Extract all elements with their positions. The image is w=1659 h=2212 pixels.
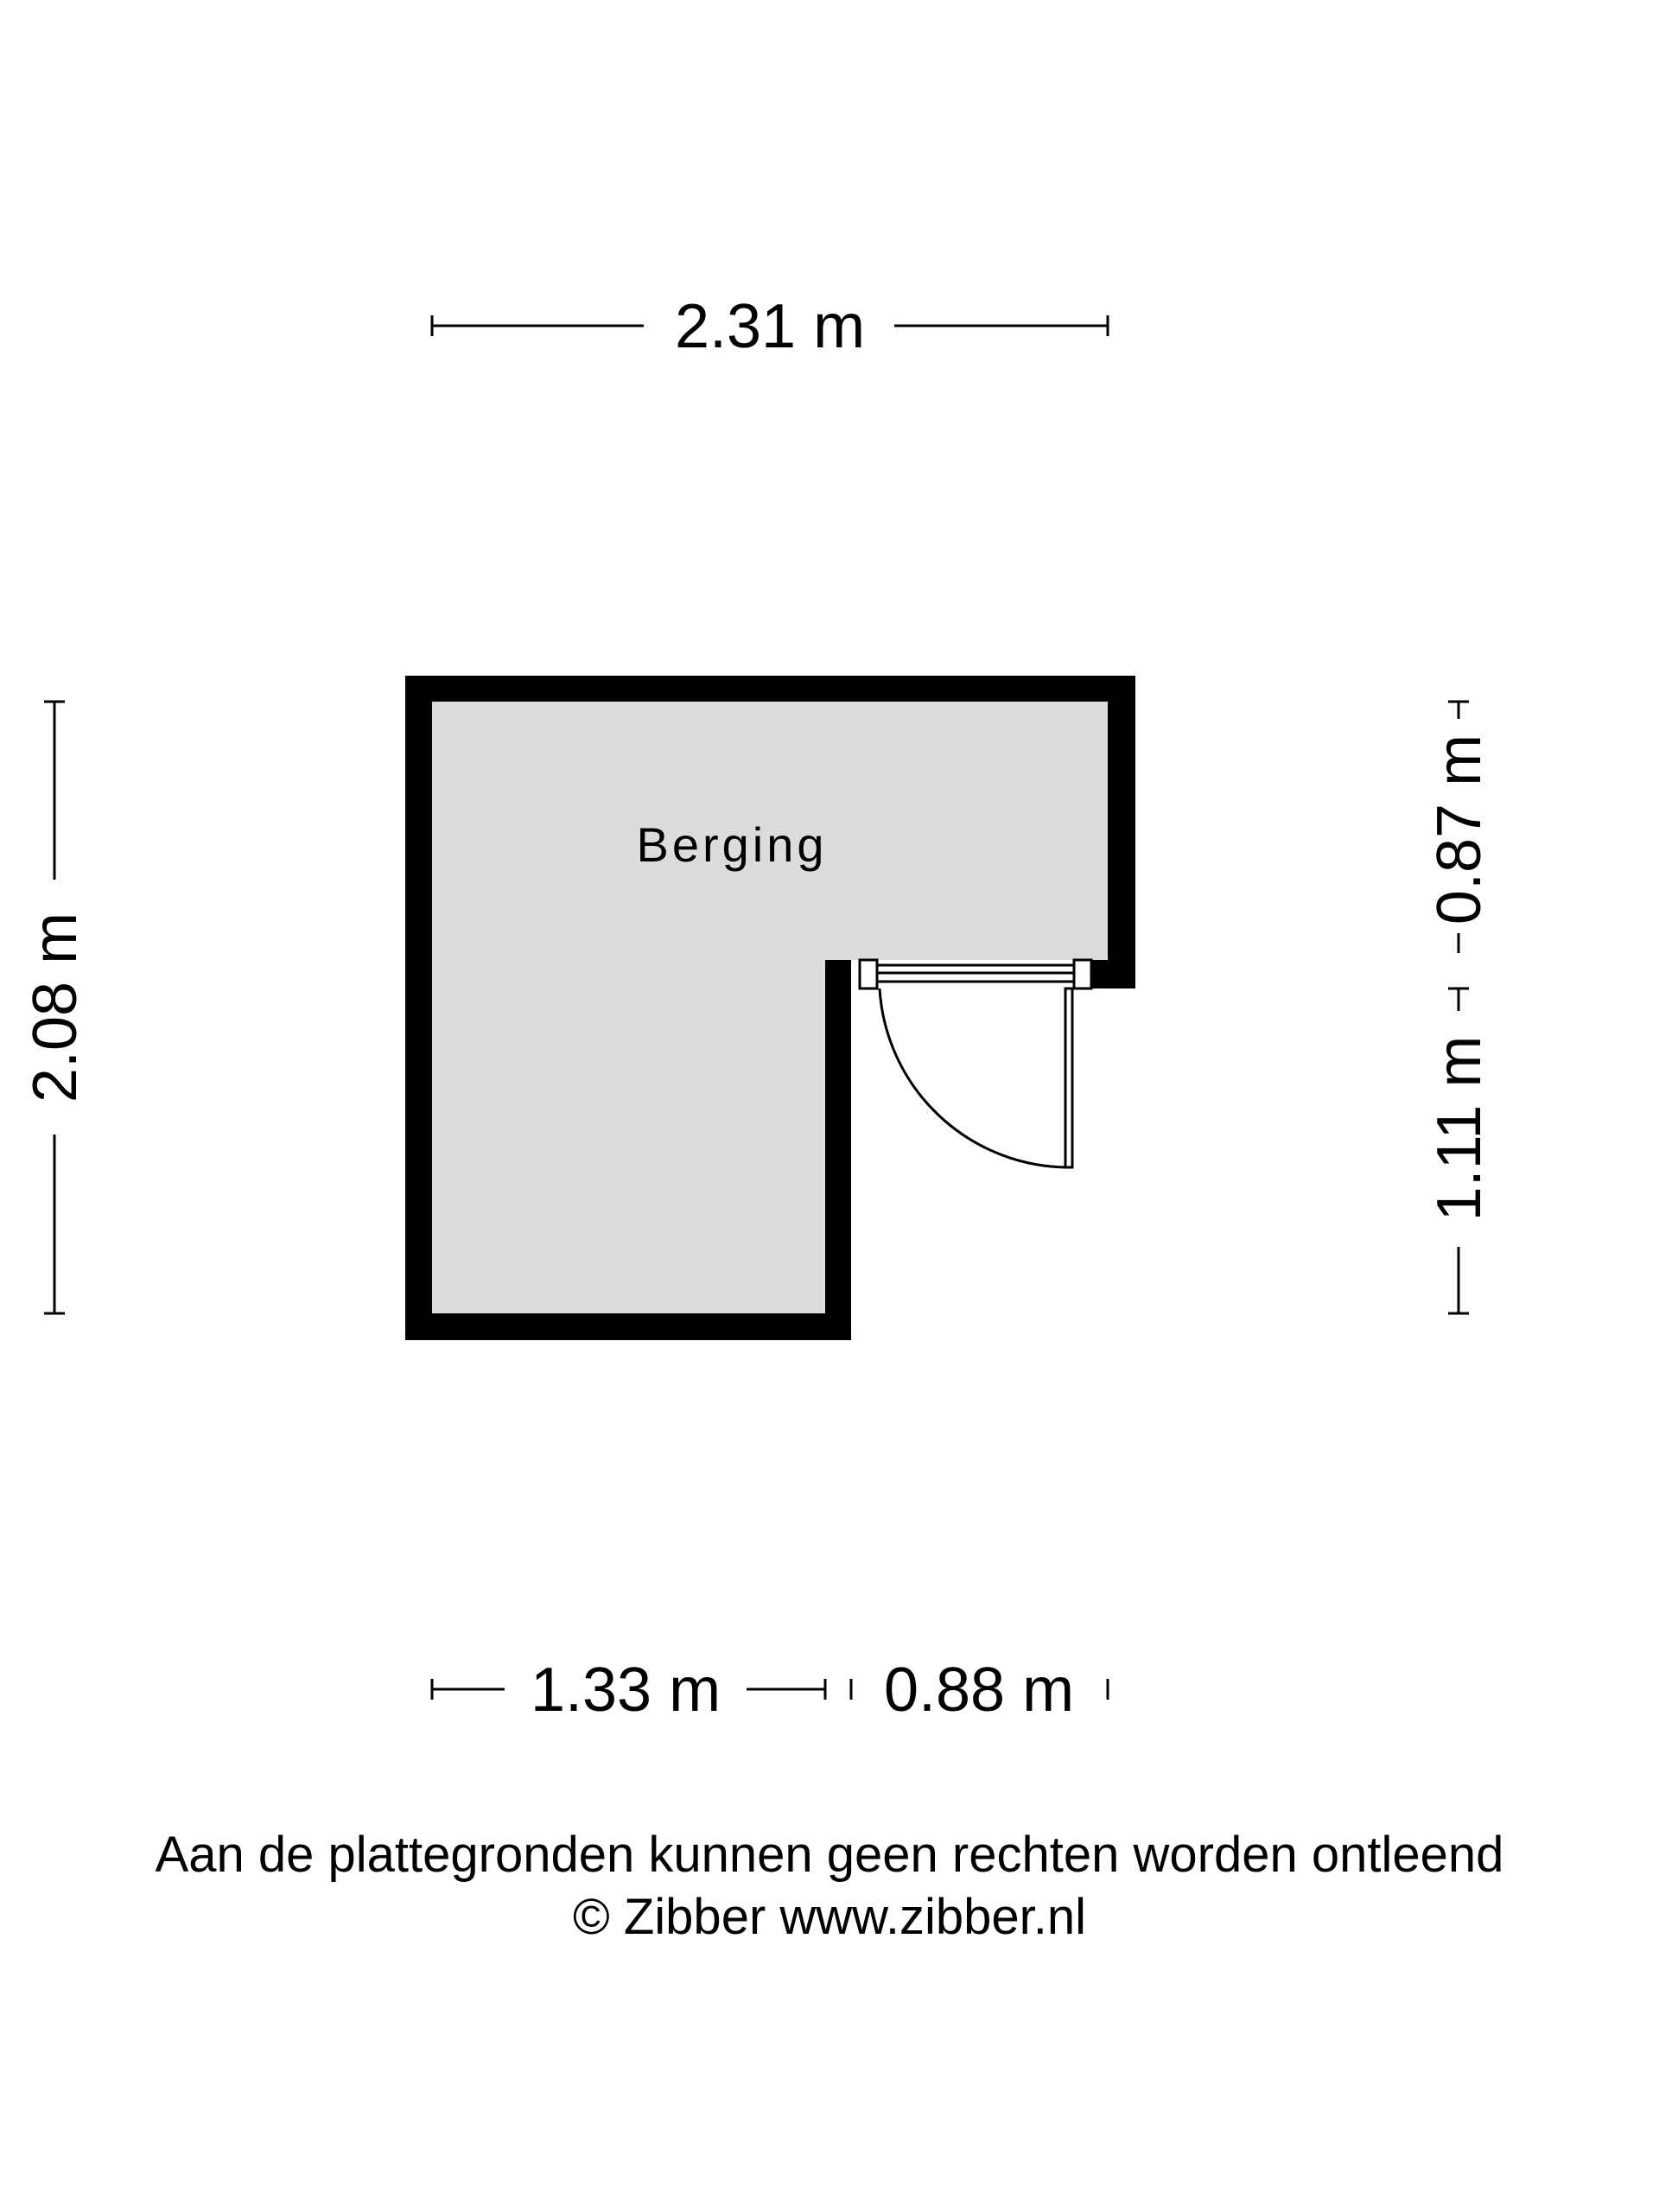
room-label: Berging [636, 817, 828, 872]
dimension-right-lower [1425, 988, 1494, 1313]
footer-copyright: © Zibber www.zibber.nl [573, 1889, 1086, 1945]
dimension-left-height [21, 702, 90, 1313]
dimension-top-width [432, 292, 1108, 361]
door-swing-arc [880, 988, 1069, 1167]
dimension-right-upper [1425, 702, 1494, 953]
footer-disclaimer: Aan de plattegronden kunnen geen rechten worden ontleend [155, 1827, 1504, 1883]
dimension-left-height-label: 2.08 m [21, 912, 90, 1103]
dimension-bottom-right [851, 1656, 1108, 1725]
dimension-bottom-right-label: 0.88 m [883, 1656, 1075, 1725]
dimension-right-upper-label: 0.87 m [1425, 734, 1494, 925]
room-floor [432, 702, 1108, 1313]
dimension-bottom-left-label: 1.33 m [530, 1656, 721, 1725]
dimension-right-lower-label: 1.11 m [1425, 1035, 1494, 1222]
dimension-top-width-label: 2.31 m [674, 292, 866, 361]
dimension-bottom-left [432, 1656, 825, 1725]
door-leaf [1065, 988, 1072, 1167]
